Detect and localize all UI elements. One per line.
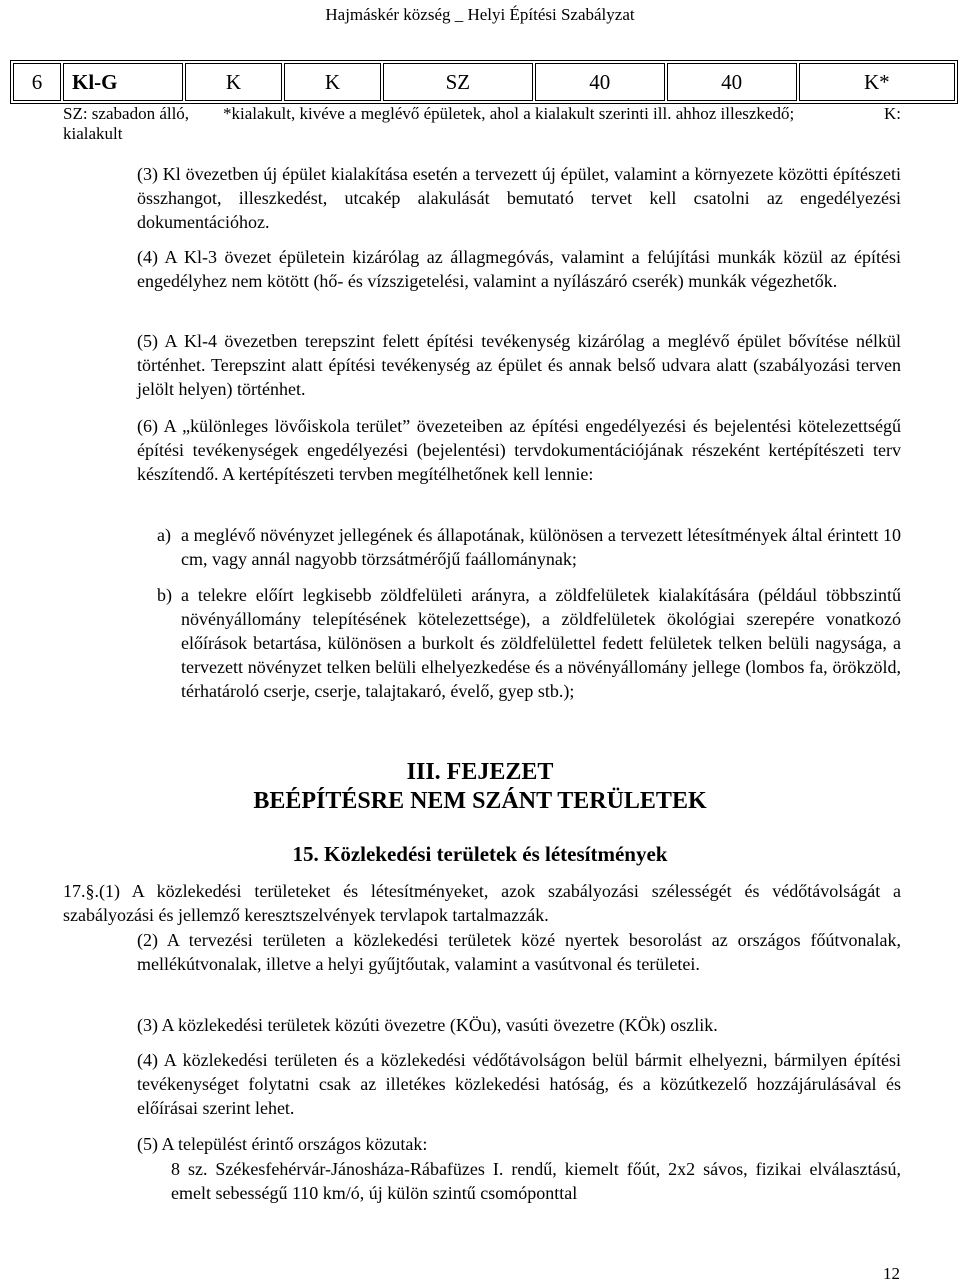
chapter-title: BEÉPÍTÉSRE NEM SZÁNT TERÜLETEK xyxy=(253,788,707,814)
list-text: a telekre előírt legkisebb zöldfelületi arányra, a zöldfelületek kialakítására (például többszintű növényállomány telepítésének kötelezettsége), a zöldfelületek ökológiai szerepére vonatkozó előírások betartása, különösen a burkolt és zöldfelülettel fedett felületek telken belüli nagysága, a tervezett növényzet telken belüli elhelyezkedése és a növényállomány jellege (lombos fa, örökzöld, térhatároló cserje, cserje, talajtakaró, évelő, gyep stb.); xyxy=(181,585,901,701)
table-cell: SZ xyxy=(383,63,533,101)
paragraph-3: (3) Kl övezetben új épület kialakítása esetén a tervezett új épület, valamint a környezete közötti építészeti összhangot, illeszkedést, utcakép alakulását bemutató tervet kell csatolni az engedélyezési dokumentációhoz. xyxy=(137,164,901,232)
table-cell-zone-code: Kl-G xyxy=(63,63,183,101)
legend-star: *kialakult, kivéve a meglévő épületek, ahol a kialakult szerinti ill. ahhoz illeszkedő; xyxy=(223,104,795,123)
page-header: Hajmáskér község _ Helyi Építési Szabályzat xyxy=(325,5,635,24)
chapter-number: III. FEJEZET xyxy=(406,759,554,785)
table-cell: K xyxy=(284,63,381,101)
page-number: 12 xyxy=(883,1264,900,1283)
paragraph-4: (4) A Kl-3 övezet épületein kizárólag az állagmegóvás, valamint a felújítási munkák közül az építési engedélyhez nem kötött (hő- és vízszigetelési, valamint a nyílászáró cserék) munkák végezhetők. xyxy=(137,247,901,291)
article-17-paragraph-5: (5) A települést érintő országos közutak: xyxy=(137,1134,428,1154)
legend-sz-cont: kialakult xyxy=(63,124,123,143)
paragraph-5: (5) A Kl-4 övezetben terepszint felett építési tevékenység kizárólag a meglévő épület bővítése nélkül történhet. Terepszint alatt építési tevékenység az épület és annak belső udvara alatt (szabályozási terven jelölt helyen) történhet. xyxy=(137,331,901,399)
legend-k: K: xyxy=(884,104,901,123)
paragraph-6: (6) A „különleges lövőiskola terület” övezeteiben az építési engedélyezési és bejelentési kötelezettségű építési tevékenységek engedélyezési (bejelentési) tervdokumentációjának részeként kertépítészeti terv készítendő. A kertépítészeti tervben megítélhetőnek kell lennie: xyxy=(137,416,901,484)
section-title: 15. Közlekedési területek és létesítmények xyxy=(292,842,668,866)
article-17-paragraph-1: 17.§.(1) A közlekedési területeket és létesítményeket, azok szabályozási szélességét és védőtávolságát a szabályozási és jellemző keresztszelvények tervlapok tartalmazzák. xyxy=(63,881,901,925)
table-cell: K xyxy=(185,63,282,101)
table-cell: 40 xyxy=(535,63,665,101)
article-17-paragraph-4: (4) A közlekedési területen és a közlekedési védőtávolságon belül bármit elhelyezni, bármilyen építési tevékenységet folytatni csak az illetékes közlekedési hatóság, és a közútkezelő hozzájárulásával és előírásai szerint lehet. xyxy=(137,1050,901,1118)
list-text: a meglévő növényzet jellegének és állapotának, különösen a tervezett létesítmények által érintett 10 cm, vagy annál nagyobb törzsátmérőjű faállománynak; xyxy=(181,525,901,569)
table-cell: 40 xyxy=(667,63,797,101)
article-17-paragraph-5-detail: 8 sz. Székesfehérvár-Jánosháza-Rábafüzes I. rendű, kiemelt főút, 2x2 sávos, fizikai elválasztású, emelt sebességű 110 km/ó, új külön szintű csomóponttal xyxy=(171,1159,901,1203)
zone-regulation-table xyxy=(10,60,958,104)
list-label: a) xyxy=(157,525,171,545)
table-cell: K* xyxy=(799,63,955,101)
article-17-paragraph-2: (2) A tervezési területen a közlekedési területek közé nyertek besorolást az országos főútvonalak, mellékútvonalak, illetve a helyi gyűjtőutak, valamint a vasútvonal és területei. xyxy=(137,930,901,974)
list-label: b) xyxy=(157,585,172,605)
table-cell-index: 6 xyxy=(13,63,61,101)
legend-sz: SZ: szabadon álló, xyxy=(63,104,190,123)
article-17-paragraph-3: (3) A közlekedési területek közúti övezetre (KÖu), vasúti övezetre (KÖk) oszlik. xyxy=(137,1015,718,1035)
table-row xyxy=(13,63,955,101)
